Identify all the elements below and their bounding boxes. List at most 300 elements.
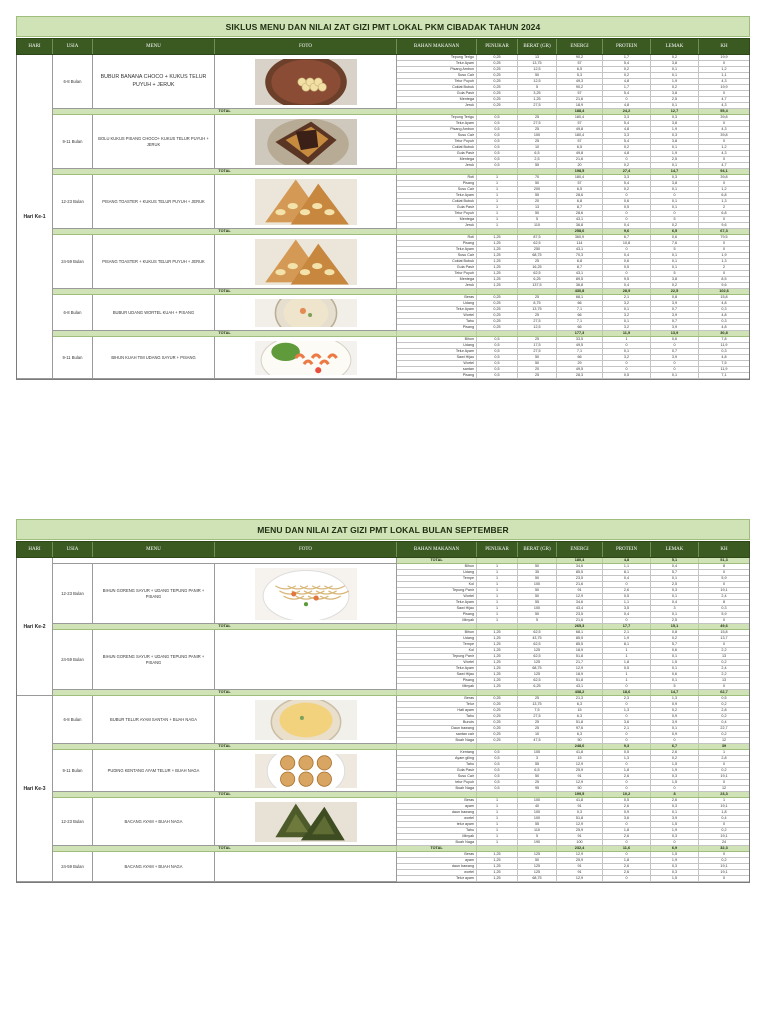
sheet-2-title: MENU DAN NILAI ZAT GIZI PMT LOKAL BULAN SEPTEMBER [16,519,750,540]
total-cell: 12,7 [651,109,699,114]
ingredient-cell: 25 [518,139,557,144]
ingredient-cell: 0 [603,157,651,162]
bacang-rice-dumpling-photo [255,802,357,842]
total-cell: 6,9 [651,846,699,851]
ingredient-cell: 0,7 [651,349,699,354]
total-cell: 438,2 [557,690,603,695]
ingredient-cell: 39,8 [720,175,728,179]
ingredient-cell: 0,5 [477,355,518,360]
ingredient-cell: 125 [518,648,557,653]
ingredient-cell: 0,1 [651,187,699,192]
ingredient-cell: 0,5 [477,762,518,767]
ingredient-cell: 20 [518,367,557,372]
ingredient-cell: 12,5 [518,79,557,84]
ingredient-row [397,876,749,882]
ingredient-cell: 0,25 [477,702,518,707]
ingredient-cell: 0 [722,642,726,646]
ingredient-cell: 19,1 [720,804,728,808]
ingredient-cell: 7,8 [721,337,727,341]
ingredient-cell: 0 [722,271,726,275]
ingredient-cell: 13,75 [518,702,557,707]
ingredient-cell: Udang [397,570,477,575]
ingredient-cell: Pisang [397,678,477,683]
ingredient-cell: 0 [651,211,699,216]
ingredient-cell: 0,25 [477,55,518,60]
ingredient-cell: 4,8 [603,79,651,84]
usia-cell: 12-23 Bulan [53,175,93,229]
ingredient-cell: 0,5 [477,157,518,162]
ingredient-cell: 0,5 [603,265,651,270]
ingredient-cell: Coklat Bubuk [397,145,477,150]
total-cell [477,289,518,294]
ingredient-cell: 5 [518,618,557,623]
ingredient-cell: 0,5 [477,115,518,120]
ingredient-cell: 0,5 [477,750,518,755]
ingredient-cell: 2,6 [651,798,699,803]
ingredient-cell: 200 [518,187,557,192]
ingredient-cell: 6,5 [557,67,603,72]
ingredient-row [397,373,749,379]
ingredient-cell: Susu Cair [397,187,477,192]
ingredient-cell: 0,5 [477,343,518,348]
ingredient-cell: 13 [518,55,557,60]
ingredient-cell: 3,8 [651,121,699,126]
ingredient-cell: 1,9 [651,127,699,132]
ingredient-cell: 0,25 [477,301,518,306]
ingredient-cell: 1,25 [477,684,518,689]
ingredient-cell: 0 [722,618,726,622]
ingredient-cell: Tempe [397,576,477,581]
ingredient-cell: 0,2 [603,187,651,192]
ingredient-list [397,115,749,169]
ingredient-cell: 35 [518,570,557,575]
ingredient-cell: santan [397,367,477,372]
ingredient-cell: 0,2 [651,85,699,90]
ingredient-cell: Telur Ayam [397,247,477,252]
ingredient-cell: 0 [603,343,651,348]
ingredient-cell: 8,75 [518,301,557,306]
ingredient-list [397,750,749,792]
total-cell [518,846,557,851]
ingredient-cell: 0,2 [721,828,727,832]
ingredient-cell: 66 [557,313,603,318]
ingredient-cell: 2,6 [603,774,651,779]
sheet-2-table [16,558,750,883]
ingredient-cell: 50 [518,858,557,863]
food-photo-cell [215,175,397,229]
ingredient-cell: 9,5 [603,277,651,282]
ingredient-cell: 0 [603,786,651,791]
ingredient-cell: 6,8 [721,193,727,197]
food-photo-cell [215,750,397,792]
ingredient-cell: 2,5 [651,97,699,102]
ingredient-cell: 66 [557,301,603,306]
ingredient-cell: 23,5 [557,612,603,617]
total-cell [477,331,518,336]
ingredient-cell: 1,25 [477,253,518,258]
ingredient-cell: Udang [397,636,477,641]
ingredient-cell: 0,7 [651,307,699,312]
ingredient-cell: 1 [603,648,651,653]
ingredient-cell: Sawi Hijau [397,672,477,677]
menu-cell: PISANG TOASTER + KUKUS TELUR PUYUH + JERUK [93,235,215,289]
ingredient-cell: 19,1 [720,834,728,838]
ingredient-cell: 1,9 [651,79,699,84]
ingredient-cell: 49,8 [557,127,603,132]
ingredient-cell: 1 [477,211,518,216]
ingredient-cell: 7,1 [721,373,727,377]
total-cell: TOTAL [397,846,477,851]
ingredient-cell: 85,5 [557,636,603,641]
ingredient-cell: 50 [518,361,557,366]
ingredient-cell: 25,9 [557,828,603,833]
ingredient-cell: wortel [397,870,477,875]
ingredient-cell: 89,5 [557,277,603,282]
sheet-1-header [16,38,750,55]
ingredient-cell: 19,1 [720,774,728,778]
total-cell: 30,8 [720,331,728,335]
ingredient-cell: 2,8 [721,708,727,712]
ingredient-cell: Gula Pasir [397,151,477,156]
food-photo-cell [215,115,397,169]
ingredient-list [397,295,749,331]
header-cell: PROTEIN [603,542,651,557]
ingredient-cell: 6,8 [557,199,603,204]
ingredient-cell: 4,8 [603,151,651,156]
ingredient-cell: 0,2 [721,660,727,664]
ingredient-cell: 5,4 [603,121,651,126]
ingredient-cell: 1 [477,606,518,611]
sheet-1-title: SIKLUS MENU DAN NILAI ZAT GIZI PMT LOKAL PKM CIBADAK TAHUN 2024 [16,16,750,37]
food-photo-cell [215,798,397,846]
chocolate-porridge-banana-photo [255,59,357,105]
total-cell [397,169,477,174]
ingredient-cell: 5 [518,834,557,839]
ingredient-cell: 0,2 [603,163,651,168]
usia-cell: 6-8 Bulan [53,696,93,744]
total-cell: 17,7 [603,624,651,629]
ingredient-cell: 0,1 [651,666,699,671]
menu-cell: BIHUN KUAH TIM UDANG SAYUR + PISANG [93,337,215,379]
ingredient-cell: Mentega [397,157,477,162]
ingredient-cell: 1,25 [518,97,557,102]
total-cell: 199,5 [557,792,603,797]
ingredient-cell: 0,5 [721,696,727,700]
ingredient-cell: Telur Ayam [397,307,477,312]
usia-cell: 24-59 Bulan [53,852,93,882]
ingredient-cell: 2,6 [603,834,651,839]
total-label: TOTAL [53,846,397,851]
ingredient-cell: 1,2 [721,145,727,149]
menu-cell: BUBUR TELUR AYAM SANTAN + BUAH NAGA [93,696,215,744]
ingredient-cell: 5 [651,247,699,252]
ingredient-cell: 1,25 [477,864,518,869]
ingredient-cell: 1,8 [603,660,651,665]
total-cell [518,331,557,336]
header-cell: FOTO [215,542,397,557]
total-cell [477,846,518,851]
ingredient-cell: 1,25 [477,678,518,683]
ingredient-cell: Wortel [397,313,477,318]
header-cell: ENERGI [557,39,603,54]
ingredient-cell: 0,25 [477,295,518,300]
ingredient-cell: 0,25 [477,726,518,731]
ingredient-cell: 57 [557,181,603,186]
ingredient-cell: 1,9 [651,151,699,156]
ingredient-cell: 21,3 [557,696,603,701]
total-cell [477,690,518,695]
ingredient-cell: 0,25 [477,91,518,96]
ingredient-cell: 13,75 [518,61,557,66]
ingredient-cell: 13 [721,678,727,682]
ingredient-cell: 0,1 [651,253,699,258]
food-photo-cell [215,55,397,109]
ingredient-cell: 0 [603,211,651,216]
ingredient-cell: 12,9 [557,666,603,671]
header-cell: PENUKAR [477,542,518,557]
ingredient-cell: 0 [651,343,699,348]
ingredient-cell: 1 [722,750,726,754]
ingredient-cell: 36,8 [557,223,603,228]
ingredient-cell: Mentega [397,277,477,282]
ingredient-cell: 0,25 [477,67,518,72]
ingredient-cell: 2,3 [603,696,651,701]
total-cell [397,289,477,294]
sheet-2 [16,519,750,883]
ingredient-cell: Mentega [397,97,477,102]
ingredient-cell: 66 [557,355,603,360]
ingredient-cell: Tepung Terigu [397,55,477,60]
ingredient-cell: 0 [603,822,651,827]
ingredient-cell: 62,5 [518,654,557,659]
ingredient-cell: 19,1 [720,864,728,868]
ingredient-cell: ayam [397,804,477,809]
ingredient-cell: 91 [557,864,603,869]
ingredient-cell: 1,25 [477,247,518,252]
ingredient-cell: 33,5 [557,337,603,342]
ingredient-cell: 3,9 [651,313,699,318]
header-cell: MENU [93,542,215,557]
ingredient-cell: 0,1 [651,612,699,617]
ingredient-cell: 0,6 [651,648,699,653]
ingredient-cell: 0,4 [603,612,651,617]
ingredient-cell: 0 [603,762,651,767]
total-label: TOTAL [53,624,397,629]
total-cell: 430,8 [557,289,603,294]
ingredient-cell: 51,8 [557,816,603,821]
ingredient-cell: 1,2 [721,187,727,191]
menu-cell: BIHUN GORENG SAYUR + UDANG TEPUNG PANIR + PISANG [93,564,215,624]
ingredient-cell: 90,2 [557,55,603,60]
ingredient-cell: 0,1 [651,145,699,150]
ingredient-cell: Telur Ayam [397,193,477,198]
ingredient-cell: Minyak [397,684,477,689]
ingredient-cell: 22,7 [720,726,728,730]
ingredient-cell: 1,7 [603,85,651,90]
ingredient-cell: 4,3 [721,151,727,155]
ingredient-cell: 28,3 [557,373,603,378]
ingredient-cell: 1 [722,798,726,802]
ingredient-cell: Telur Ayam [397,600,477,605]
ingredient-cell: Tahu [397,828,477,833]
ingredient-cell: 0,1 [651,726,699,731]
ingredient-cell: 47,5 [518,738,557,743]
ingredient-cell: 49,3 [557,79,603,84]
ingredient-cell: 100 [518,133,557,138]
ingredient-cell: 27,5 [518,319,557,324]
ingredient-cell: 1,8 [603,828,651,833]
ingredient-cell: 0 [603,193,651,198]
total-cell: 8 [651,792,699,797]
ingredient-cell: Bihun [397,630,477,635]
ingredient-cell: Pisang [397,181,477,186]
ingredient-cell: 8 [722,600,726,604]
total-cell: 11,9 [603,331,651,336]
ingredient-cell: 1,25 [477,672,518,677]
ingredient-cell: 1,3 [721,259,727,263]
ingredient-cell: Telur Puyuh [397,79,477,84]
ingredient-cell: 50 [518,612,557,617]
ingredient-cell: 0,5 [477,163,518,168]
ingredient-cell: 0 [603,247,651,252]
ingredient-cell: 3,2 [603,355,651,360]
ingredient-cell: Roti [397,175,477,180]
total-cell: 39 [721,744,727,748]
shrimp-noodle-soup-photo [255,341,357,375]
ingredient-cell: 6,5 [557,187,603,192]
ingredient-cell: 25 [518,313,557,318]
potato-pudding-photo [255,754,357,788]
ingredient-cell: Wortel [397,361,477,366]
ingredient-cell: Minyak [397,618,477,623]
total-cell: 6,7 [651,744,699,749]
ingredient-cell: 8,1 [603,642,651,647]
ingredient-cell: daun bawang [397,864,477,869]
ingredient-cell: 0,5 [477,786,518,791]
ingredient-cell: 0 [603,618,651,623]
food-photo-cell [215,696,397,744]
ingredient-cell: 0 [722,780,726,784]
ingredient-cell: 5,3 [557,73,603,78]
ingredient-cell: Kentang [397,750,477,755]
ingredient-cell: 1 [477,810,518,815]
ingredient-cell: 0,4 [603,576,651,581]
ingredient-cell: Buncis [397,720,477,725]
ingredient-cell: 0,1 [651,810,699,815]
ingredient-cell: 2,1 [603,630,651,635]
ingredient-cell: 0,5 [477,121,518,126]
ingredient-cell: 2,5 [518,157,557,162]
ingredient-list [397,564,749,624]
ingredient-cell: 0,4 [603,253,651,258]
food-photo-cell [215,295,397,331]
food-photo-cell [215,852,397,882]
total-cell [518,109,557,114]
ingredient-cell: Udang [397,301,477,306]
total-cell [518,690,557,695]
ingredient-cell: Gula Pasir [397,265,477,270]
ingredient-cell: 4,8 [721,325,727,329]
food-photo-cell [215,630,397,690]
ingredient-cell: 0,1 [603,319,651,324]
total-cell: 94,1 [720,169,728,173]
ingredient-cell: 95 [518,786,557,791]
ingredient-cell: 4,8 [721,313,727,317]
ingredient-list [397,696,749,744]
ingredient-cell: 0,2 [721,702,727,706]
ingredient-cell: 13,7 [720,636,728,640]
ingredient-cell: 55 [518,193,557,198]
ingredient-cell: 1 [477,618,518,623]
ingredient-cell: 0,5 [603,666,651,671]
ingredient-cell: 43,75 [518,636,557,641]
ingredient-cell: 3,8 [651,61,699,66]
ingredient-cell: Pisang [397,241,477,246]
total-cell: 6,5 [651,229,699,234]
ingredient-cell: santan cair [397,732,477,737]
ingredient-cell: 0 [603,780,651,785]
ingredient-cell: 6,7 [603,235,651,240]
ingredient-cell: 5 [518,217,557,222]
ingredient-cell: 0,5 [477,756,518,761]
ingredient-cell: 5,7 [651,570,699,575]
ingredient-cell: 0 [603,852,651,857]
ingredient-cell: Coklat Bubuk [397,259,477,264]
ingredient-cell: 1,25 [477,235,518,240]
ingredient-cell: Kol [397,582,477,587]
total-label: TOTAL [53,289,397,294]
ingredient-cell: 2,6 [603,804,651,809]
ingredient-cell: Sawi Hijau [397,606,477,611]
ingredient-cell: 1 [477,193,518,198]
ingredient-cell: 125 [518,864,557,869]
ingredient-cell: 0,2 [651,636,699,641]
ingredient-cell: Coklat Bubuk [397,85,477,90]
ingredient-cell: Telur Ayam [397,61,477,66]
ingredient-cell: Pisang [397,612,477,617]
ingredient-cell: 50 [518,73,557,78]
ingredient-cell: Tepung Terigu [397,115,477,120]
ingredient-cell: Gula Pasir [397,768,477,773]
ingredient-list [397,798,749,846]
ingredient-cell: wortel [397,816,477,821]
ingredient-cell: Ayam giling [397,756,477,761]
ingredient-cell: 0,2 [603,73,651,78]
ingredient-cell: 3,2 [603,313,651,318]
ingredient-cell: 27,5 [518,103,557,108]
ingredient-cell: 55 [518,600,557,605]
total-cell [477,744,518,749]
ingredient-cell: 25 [518,373,557,378]
ingredient-list [397,630,749,690]
ingredient-cell: 13 [518,205,557,210]
ingredient-cell: 4,8 [603,103,651,108]
ingredient-cell: 0,5 [477,373,518,378]
ingredient-cell: Bihun [397,337,477,342]
ingredient-cell: 6,8 [557,259,603,264]
ingredient-cell: 3,3 [603,175,651,180]
ingredient-cell: 0,1 [651,103,699,108]
ingredient-cell: 1,5 [651,852,699,857]
food-photo-cell [215,337,397,379]
ingredient-cell: 11,9 [720,343,728,347]
ingredient-cell: 0,2 [603,145,651,150]
ingredient-cell: 1,9 [651,768,699,773]
ingredient-cell: 0 [722,852,726,856]
banana-toast-photo [255,179,357,225]
ingredient-cell: 1 [477,187,518,192]
ingredient-cell: 0 [722,181,726,185]
